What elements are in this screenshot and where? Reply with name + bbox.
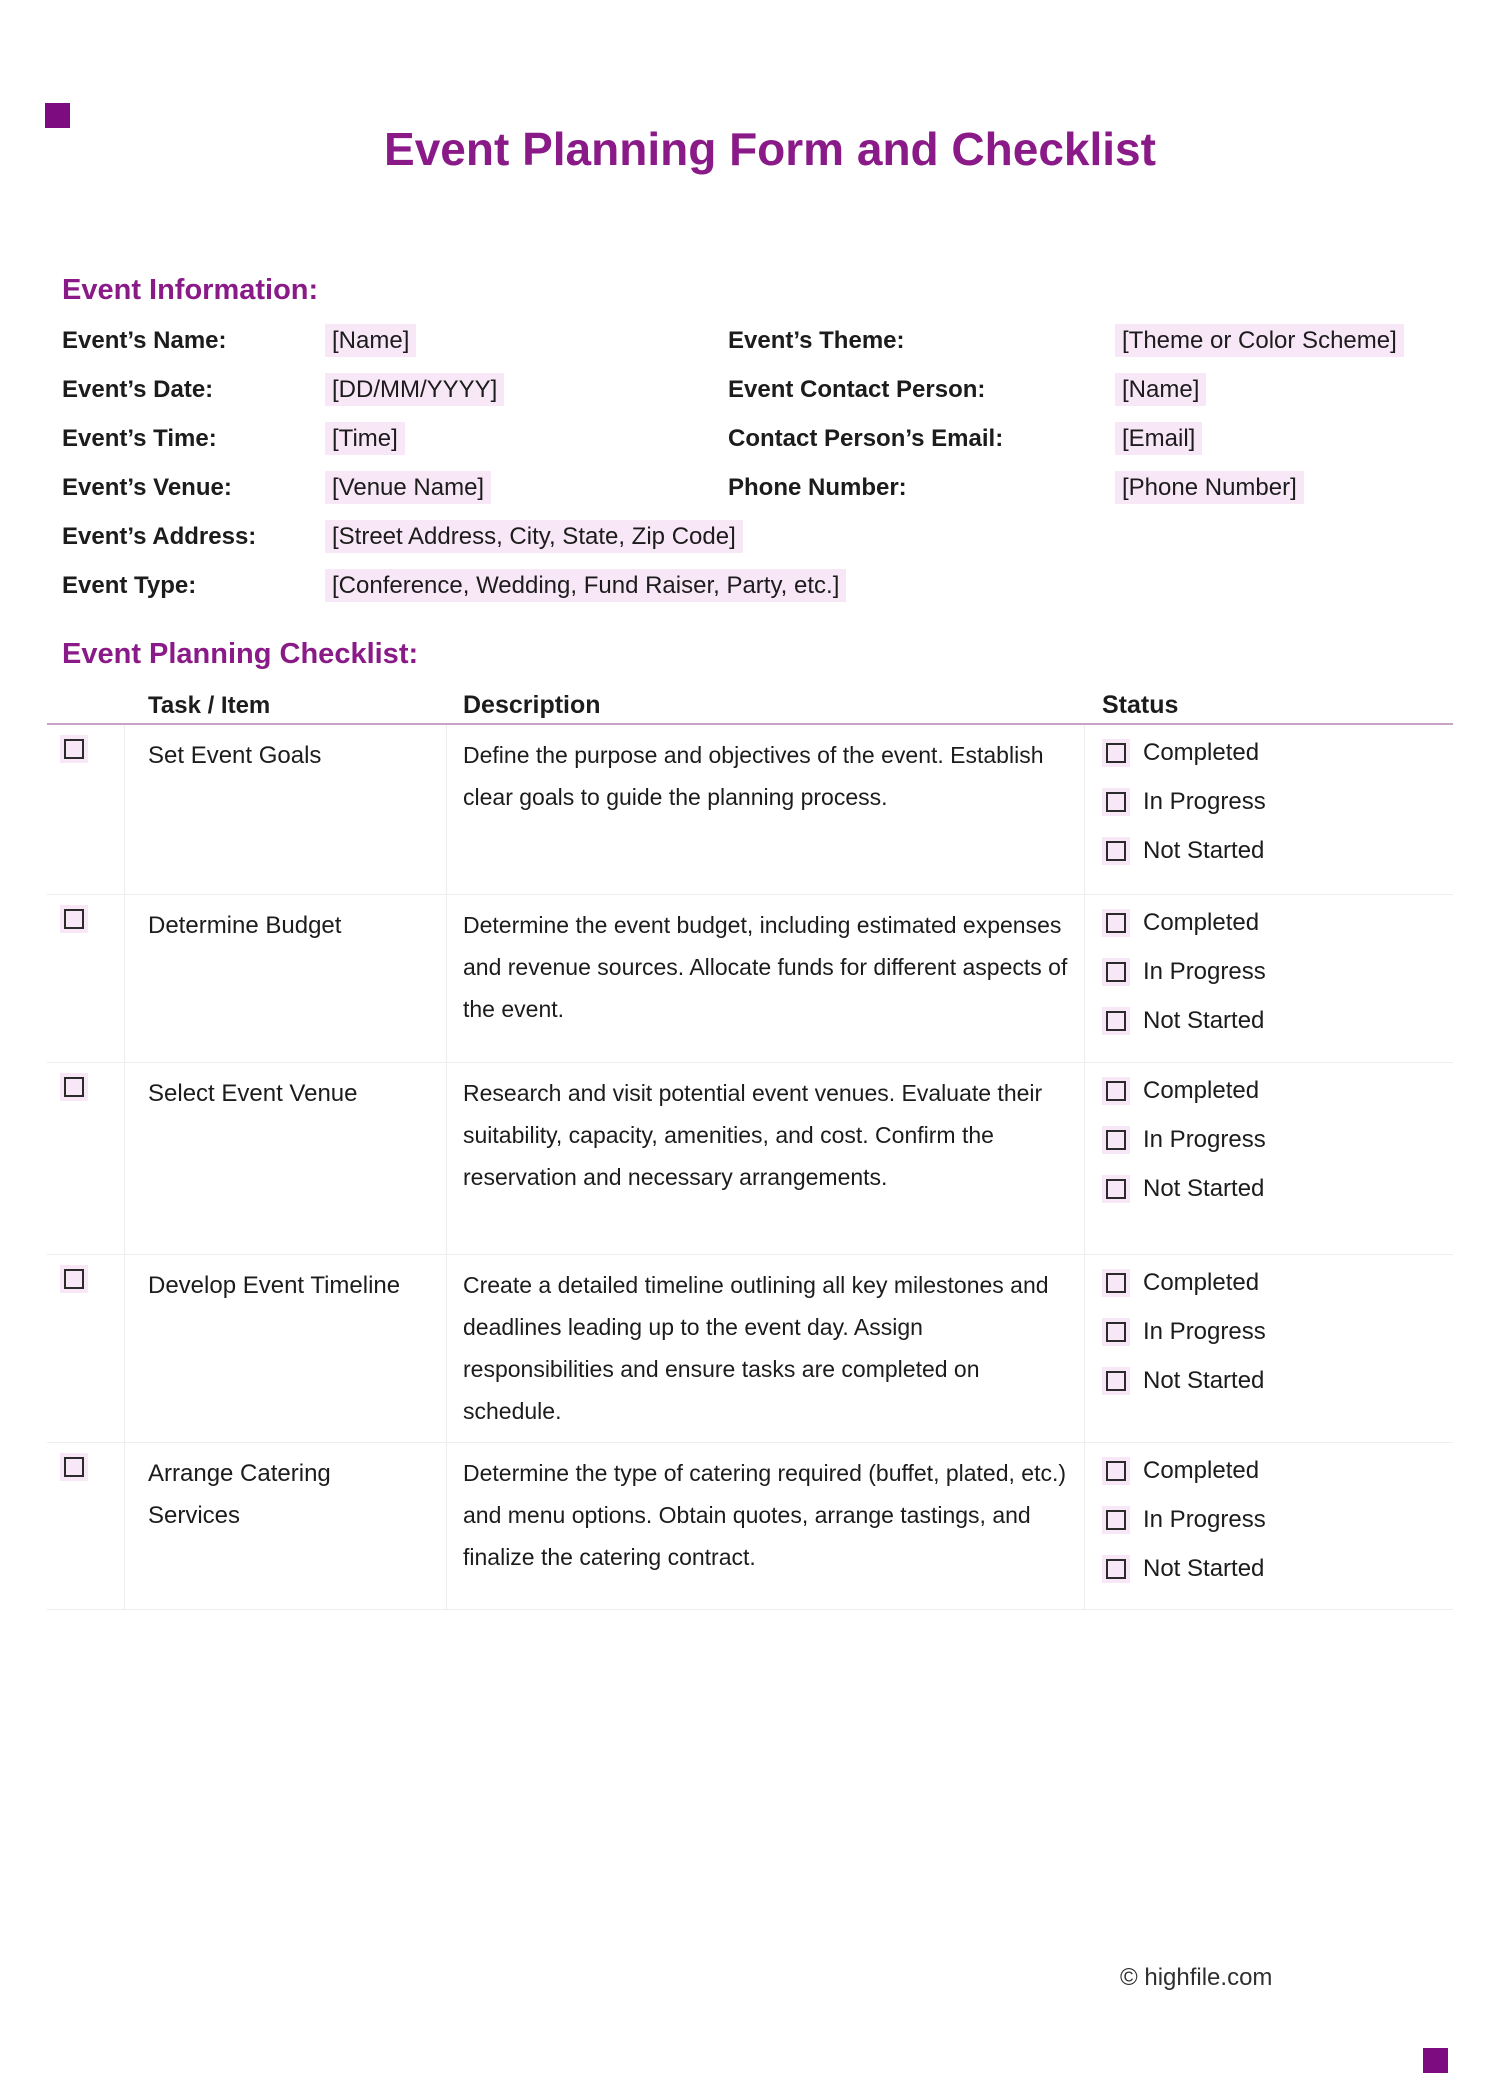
- task-name: Select Event Venue: [125, 1063, 447, 1254]
- field-value-phone-number[interactable]: [Phone Number]: [1115, 471, 1304, 504]
- field-label-event-type: Event Type:: [62, 571, 197, 599]
- task-name: Develop Event Timeline: [125, 1255, 447, 1442]
- field-value-event-time[interactable]: [Time]: [325, 422, 405, 455]
- checkbox-icon: [1106, 1461, 1126, 1481]
- field-value-contact-email[interactable]: [Email]: [1115, 422, 1202, 455]
- field-label-event-address: Event’s Address:: [62, 522, 257, 550]
- checkbox-icon: [1106, 1081, 1126, 1101]
- checkbox-icon: [1106, 1011, 1126, 1031]
- form-row: [62, 316, 1500, 365]
- column-header-task: Task / Item: [148, 692, 271, 719]
- field-value-event-venue[interactable]: [Venue Name]: [325, 471, 491, 504]
- column-header-description: Description: [463, 691, 601, 719]
- field-label-event-name: Event’s Name:: [62, 326, 227, 354]
- task-name: Arrange Catering Services: [125, 1443, 447, 1609]
- field-value-event-date[interactable]: [DD/MM/YYYY]: [325, 373, 504, 406]
- checklist-heading: Event Planning Checklist:: [62, 638, 419, 670]
- status-option-in-progress[interactable]: In Progress: [1102, 1495, 1453, 1544]
- field-label-event-theme: Event’s Theme:: [728, 326, 905, 354]
- field-label-event-venue: Event’s Venue:: [62, 473, 232, 501]
- checkbox-icon: [1106, 1510, 1126, 1530]
- status-option-completed[interactable]: Completed: [1102, 1446, 1453, 1495]
- table-row: [47, 1063, 1453, 1255]
- status-option-completed[interactable]: Completed: [1102, 1258, 1453, 1307]
- field-value-event-name[interactable]: [Name]: [325, 324, 416, 357]
- checkbox-icon: [1106, 792, 1126, 812]
- task-description: Determine the type of catering required (buffet, plated, etc.) and menu options. Obtain quotes, arrange tastings, and finalize the catering contract.: [447, 1443, 1085, 1609]
- task-description: Define the purpose and objectives of the event. Establish clear goals to guide the planning process.: [447, 725, 1085, 894]
- status-option-not-started[interactable]: Not Started: [1102, 1356, 1453, 1405]
- field-label-phone-number: Phone Number:: [728, 473, 907, 501]
- task-description: Create a detailed timeline outlining all key milestones and deadlines leading up to the event day. Assign responsibilities and ensure tasks are completed on schedule.: [447, 1255, 1085, 1442]
- checkbox-icon: [1106, 1179, 1126, 1199]
- event-information-heading: Event Information:: [62, 274, 319, 306]
- task-checkbox[interactable]: [60, 1453, 88, 1481]
- form-row: [62, 561, 1500, 610]
- checkbox-icon: [1106, 962, 1126, 982]
- checkbox-icon: [1106, 1130, 1126, 1150]
- form-row: [62, 463, 1500, 512]
- field-value-event-type[interactable]: [Conference, Wedding, Fund Raiser, Party, etc.]: [325, 569, 846, 602]
- table-header-row: [47, 688, 1453, 725]
- field-value-event-address[interactable]: [Street Address, City, State, Zip Code]: [325, 520, 743, 553]
- status-option-in-progress[interactable]: In Progress: [1102, 1115, 1453, 1164]
- checkbox-icon: [1106, 1559, 1126, 1579]
- checkbox-icon: [1106, 743, 1126, 763]
- status-option-completed[interactable]: Completed: [1102, 728, 1453, 777]
- checkbox-icon: [1106, 841, 1126, 861]
- checklist-table: [47, 688, 1453, 1610]
- field-label-event-date: Event’s Date:: [62, 375, 214, 403]
- table-row: [47, 725, 1453, 895]
- checkbox-icon: [1106, 1273, 1126, 1293]
- table-row: [47, 1255, 1453, 1443]
- form-row: [62, 365, 1500, 414]
- field-label-contact-email: Contact Person’s Email:: [728, 424, 1004, 452]
- task-description: Research and visit potential event venues. Evaluate their suitability, capacity, amenities, and cost. Confirm the reservation and necessary arrangements.: [447, 1063, 1085, 1254]
- checkbox-icon: [64, 1077, 84, 1097]
- checkbox-icon: [64, 739, 84, 759]
- status-option-not-started[interactable]: Not Started: [1102, 826, 1453, 875]
- checkbox-icon: [1106, 1371, 1126, 1391]
- status-option-in-progress[interactable]: In Progress: [1102, 947, 1453, 996]
- table-row: [47, 1443, 1453, 1610]
- field-value-event-theme[interactable]: [Theme or Color Scheme]: [1115, 324, 1404, 357]
- column-header-status: Status: [1102, 691, 1179, 719]
- task-checkbox[interactable]: [60, 735, 88, 763]
- event-information-form: [62, 316, 1500, 610]
- page-title: Event Planning Form and Checklist: [384, 123, 1156, 175]
- decorative-corner-square-top: [45, 103, 70, 128]
- status-option-in-progress[interactable]: In Progress: [1102, 1307, 1453, 1356]
- field-value-contact-person[interactable]: [Name]: [1115, 373, 1206, 406]
- checkbox-icon: [64, 1269, 84, 1289]
- field-label-contact-person: Event Contact Person:: [728, 375, 986, 403]
- table-row: [47, 895, 1453, 1063]
- task-name: Set Event Goals: [125, 725, 447, 894]
- status-option-completed[interactable]: Completed: [1102, 898, 1453, 947]
- copyright-text: © highfile.com: [1120, 1964, 1273, 1991]
- form-row: [62, 414, 1500, 463]
- form-row: [62, 512, 1500, 561]
- status-option-not-started[interactable]: Not Started: [1102, 996, 1453, 1045]
- decorative-corner-square-bottom: [1423, 2048, 1448, 2073]
- task-description: Determine the event budget, including estimated expenses and revenue sources. Allocate funds for different aspects of the event.: [447, 895, 1085, 1062]
- task-name: Determine Budget: [125, 895, 447, 1062]
- status-option-not-started[interactable]: Not Started: [1102, 1164, 1453, 1213]
- task-checkbox[interactable]: [60, 905, 88, 933]
- field-label-event-time: Event’s Time:: [62, 424, 217, 452]
- task-checkbox[interactable]: [60, 1073, 88, 1101]
- checkbox-icon: [1106, 1322, 1126, 1342]
- checkbox-icon: [64, 1457, 84, 1477]
- status-option-completed[interactable]: Completed: [1102, 1066, 1453, 1115]
- checkbox-icon: [64, 909, 84, 929]
- status-option-in-progress[interactable]: In Progress: [1102, 777, 1453, 826]
- task-checkbox[interactable]: [60, 1265, 88, 1293]
- checkbox-icon: [1106, 913, 1126, 933]
- status-option-not-started[interactable]: Not Started: [1102, 1544, 1453, 1593]
